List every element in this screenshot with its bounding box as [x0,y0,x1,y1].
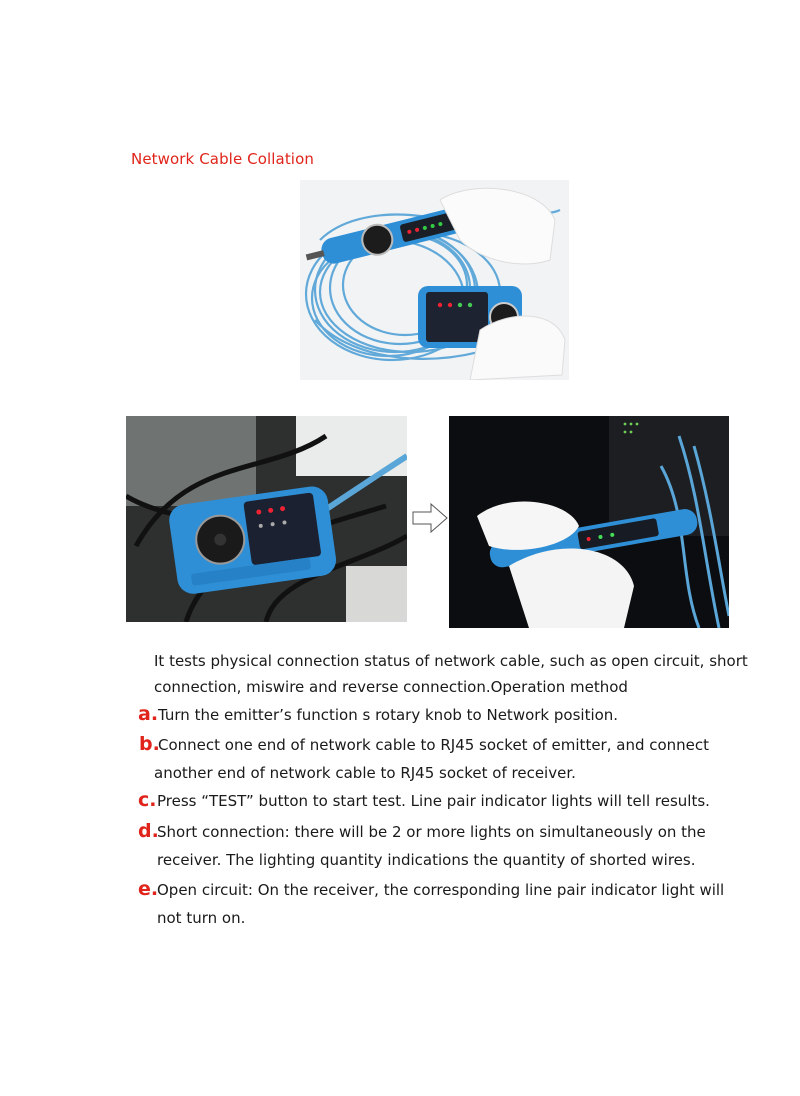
step-marker-a: a. [138,703,159,725]
step-e-line-1: Open circuit: On the receiver, the corresponding line pair indicator light will [157,881,725,899]
page-title: Network Cable Collation [131,150,314,168]
step-e-line-2: not turn on. [157,909,246,927]
photo-emitter-device [126,416,407,622]
step-d-line-2: receiver. The lighting quantity indications the quantity of shorted wires. [157,851,696,869]
step-marker-b: b. [139,733,160,755]
step-c-line-1: Press “TEST” button to start test. Line pair indicator lights will tell results. [157,792,710,810]
step-a-line-1: Turn the emitter’s function s rotary knob to Network position. [158,706,619,724]
step-b-line-2: another end of network cable to RJ45 socket of receiver. [154,764,576,782]
intro-paragraph [154,648,754,700]
step-d-line-1: Short connection: there will be 2 or more lights on simultaneously on the [157,823,706,841]
step-b-line-1: Connect one end of network cable to RJ45 socket of emitter, and connect [158,736,710,754]
photo-testers-with-cable [300,180,569,380]
intro-line-2: connection, miswire and reverse connection.Operation method [154,678,628,696]
right-arrow-icon [412,503,448,533]
step-marker-d: d. [138,820,159,842]
step-marker-e: e. [138,878,159,900]
photo-receiver-in-rack [449,416,729,628]
intro-line-1: It tests physical connection status of network cable, such as open circuit, short [154,652,748,670]
step-marker-c: c. [138,789,157,811]
